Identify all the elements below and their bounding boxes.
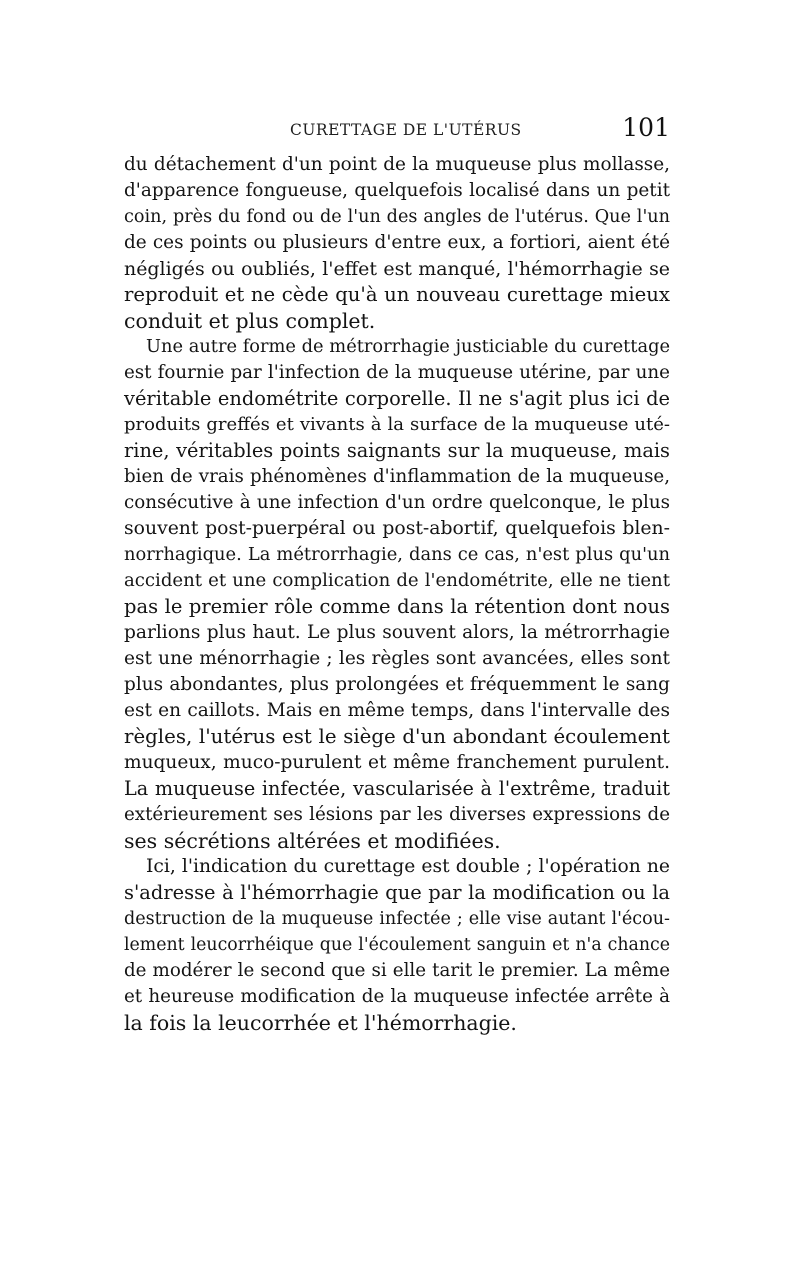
text-line: rine, véritables points saignants sur la muqueuse, mais	[124, 439, 670, 462]
text-line: est une ménorrhagie ; les règles sont avancées, elles sont	[124, 648, 670, 669]
text-line: parlions plus haut. Le plus souvent alors, la métrorrhagie	[124, 622, 670, 643]
text-line: est fournie par l'infection de la muqueuse utérine, par une	[124, 362, 670, 383]
text-line: Ici, l'indication du curettage est double ; l'opération ne	[146, 856, 670, 877]
text-line: bien de vrais phénomènes d'inflammation de la muqueuse,	[124, 466, 670, 487]
text-line: ses sécrétions altérées et modifiées.	[124, 829, 501, 853]
text-line: véritable endométrite corporelle. Il ne s'agit plus ici de	[124, 387, 670, 410]
text-line: plus abondantes, plus prolongées et fréquemment le sang	[124, 674, 670, 695]
text-line: muqueux, muco-purulent et même franchement purulent.	[124, 752, 670, 773]
text-line: coin, près du fond ou de l'un des angles de l'utérus. Que l'un	[124, 207, 670, 227]
text-line: extérieurement ses lésions par les diverses expressions de	[124, 804, 670, 825]
text-line: Une autre forme de métrorrhagie justiciable du curettage	[146, 336, 670, 357]
text-line: La muqueuse infectée, vascularisée à l'extrême, traduit	[124, 777, 670, 800]
text-line: négligés ou oubliés, l'effet est manqué, l'hémorrhagie se	[124, 258, 670, 280]
text-line: s'adresse à l'hémorrhagie que par la modification ou la	[124, 881, 670, 904]
text-line: la fois la leucorrhée et l'hémorrhagie.	[124, 1011, 517, 1035]
text-line: lement leucorrhéique que l'écoulement sanguin et n'a chance	[124, 935, 670, 955]
text-line: pas le premier rôle comme dans la rétention dont nous	[124, 595, 670, 618]
text-line: du détachement d'un point de la muqueuse plus mollasse,	[124, 154, 670, 175]
text-line: règles, l'utérus est le siège d'un abondant écoulement	[124, 725, 670, 748]
text-line: destruction de la muqueuse infectée ; elle vise autant l'écou-	[124, 909, 670, 929]
text-line: souvent post-puerpéral ou post-abortif, quelquefois blen-	[124, 518, 670, 539]
text-line: de ces points ou plusieurs d'entre eux, a fortiori, aient été	[124, 232, 670, 253]
text-line: reproduit et ne cède qu'à un nouveau curettage mieux	[124, 283, 670, 306]
text-line: d'apparence fongueuse, quelquefois localisé dans un petit	[124, 180, 670, 201]
text-line: accident et une complication de l'endométrite, elle ne tient	[124, 570, 670, 591]
text-line: produits greffés et vivants à la surface de la muqueuse uté-	[124, 414, 670, 435]
text-line: norrhagique. La métrorrhagie, dans ce cas, n'est plus qu'un	[124, 544, 670, 565]
running-head	[124, 113, 670, 147]
text-line: est en caillots. Mais en même temps, dans l'intervalle des	[124, 700, 670, 721]
running-title: CURETTAGE DE L'UTÉRUS	[290, 121, 522, 139]
text-line: consécutive à une infection d'un ordre quelconque, le plus	[124, 492, 670, 513]
text-line: conduit et plus complet.	[124, 309, 376, 333]
page-number: 101	[622, 113, 670, 142]
text-line: de modérer le second que si elle tarit le premier. La même	[124, 960, 670, 981]
text-line: et heureuse modification de la muqueuse infectée arrête à	[124, 986, 670, 1007]
